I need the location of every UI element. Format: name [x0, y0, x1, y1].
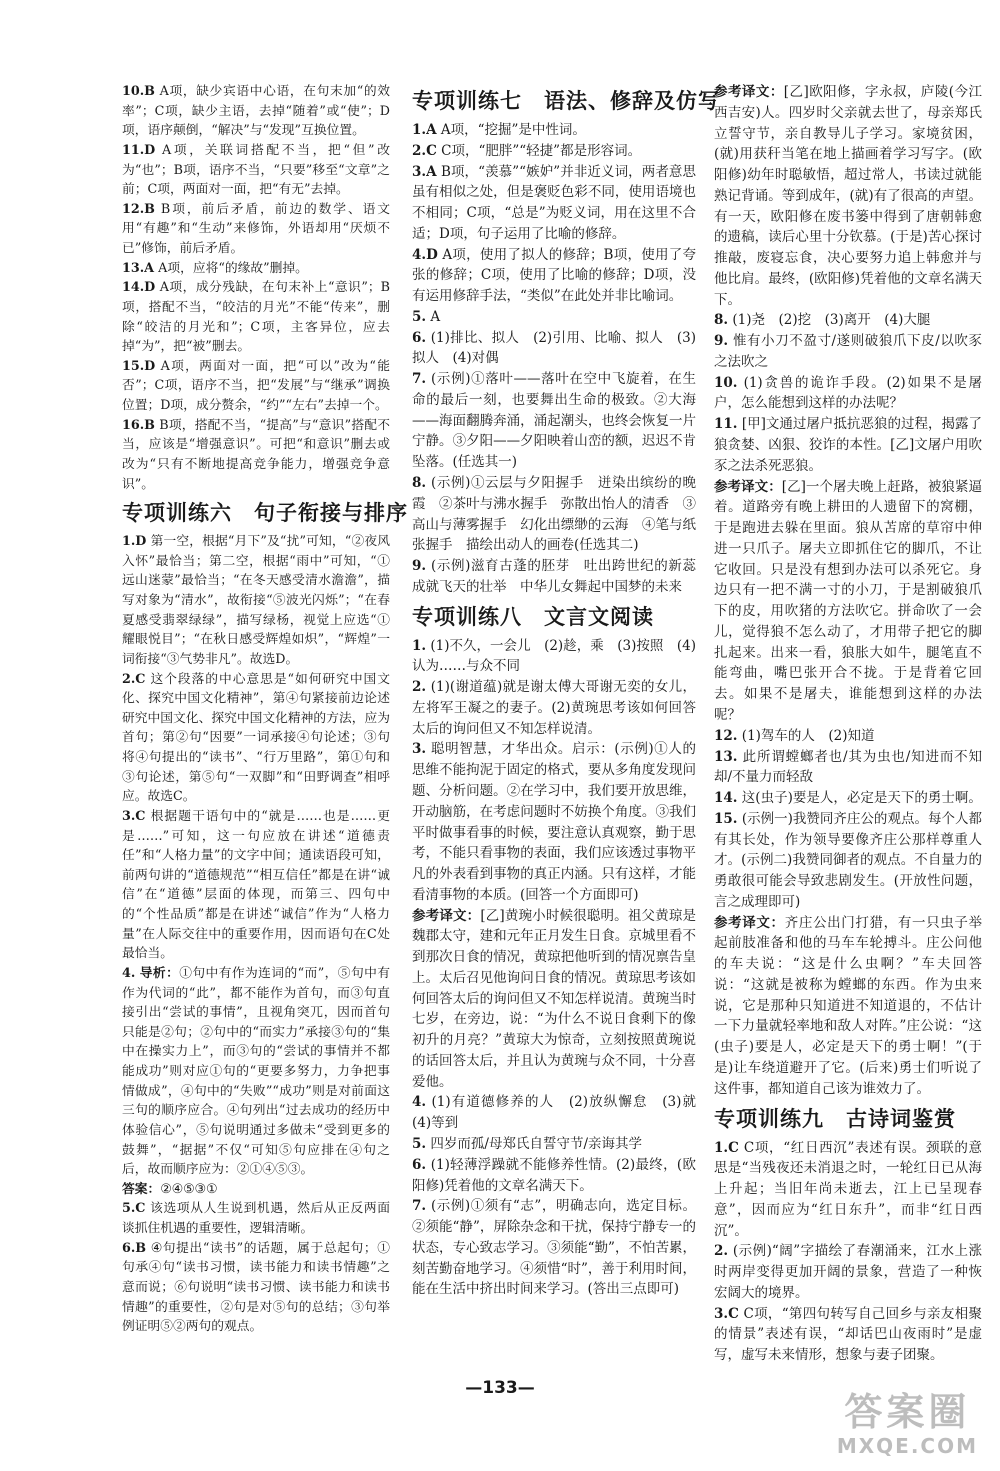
answer-item	[714, 1138, 982, 1242]
answer-item	[714, 373, 982, 415]
answer-item	[714, 310, 982, 331]
answer-number: 1.C	[714, 1139, 739, 1156]
answer-number: 4.	[412, 1094, 427, 1111]
answer-number: 6.	[412, 1156, 427, 1173]
answer-text: 惟有小刀不盈寸/遂则破狼爪下皮/以吹豕之法吹之	[714, 333, 982, 370]
answer-text: B项，前后矛盾，前边的数学、语文用“有趣”和“生动”来修饰，外语却用“厌烦不已”修饰，前后矛盾。	[122, 201, 390, 256]
answer-text: ④句提出“读书”的话题，属于总起句；①句承④句“读书习惯，读书能力和读书情趣”之意而说；⑥句说明“读书习惯、读书能力和读书情趣”的重要性，②句是对⑤句的总结；③句举例证明⑤②两句的观点。	[122, 1240, 390, 1335]
answer-text: (1)有道德修养的人 (2)放纵懈怠 (3)就 (4)等到	[412, 1094, 710, 1132]
answer-number: 5.	[412, 308, 427, 325]
answer-text: ②④⑤③①	[160, 1181, 218, 1197]
answer-text: 四岁而孤/母郑氏自誓守节/亲诲其学	[430, 1135, 642, 1152]
answer-item	[122, 1180, 390, 1200]
answer-item	[714, 747, 982, 789]
answer-text: (1)排比、拟人 (2)引用、比喻、拟人 (3)拟人 (4)对偶	[412, 329, 697, 367]
answer-text: (1)驾车的人 (2)知道	[741, 727, 875, 744]
section-title-9: 专项训练九 古诗词鉴赏	[714, 1106, 956, 1131]
answer-text: 齐庄公出门打猎，有一只虫子举起前肢准备和他的马车车轮搏斗。庄公问他的车夫说：“这是什么虫啊？”车夫回答说：“这就是被称为螳螂的东西。作为虫来说，它是那种只知道进不知道退的，不估计一下力量就轻率地和敌人对阵。”庄公说：“这(虫子)要是人，必定是天下的勇士啊！”(于是)让车绕道避开了它。(后来)勇士们听说了这件事，都知道自己该为谁效力了。	[714, 914, 983, 1097]
answer-item	[412, 1155, 696, 1197]
answer-number: 9.	[412, 558, 427, 575]
answer-text: (1)(谢道蕴)就是谢太傅大哥谢无奕的女儿，左将军王凝之的妻子。(2)黄琬思考该如何回答太后的询问但又不知怎样说清。	[412, 679, 697, 737]
answers-list-part-8-cont	[714, 82, 982, 1100]
answer-text: 该选项从人生说到机遇，然后从正反两面谈抓住机遇的重要性，逻辑清晰。	[122, 1201, 390, 1236]
answer-number: 4.	[122, 965, 136, 981]
answer-number: 12.B	[122, 201, 155, 217]
answer-text: (1)轻薄浮躁就不能修养性情。(2)最终，(欧阳修)凭着他的文章名满天下。	[412, 1156, 697, 1194]
answer-number: 7.	[412, 1198, 427, 1215]
answer-item	[714, 331, 982, 373]
answer-text: (1)尧 (2)挖 (3)离开 (4)大腿	[732, 312, 931, 329]
answer-item	[122, 141, 390, 200]
answer-number: 3.C	[122, 808, 146, 824]
answer-item	[412, 1092, 710, 1134]
answer-item	[714, 477, 982, 726]
answer-text: A项，“挖掘”是中性词。	[440, 122, 586, 138]
answer-text: A项，应将“的缘故”删掉。	[158, 260, 308, 276]
answer-number: 6.	[412, 329, 427, 346]
answer-item	[714, 809, 982, 913]
section-title-6: 专项训练六 句子衔接与排序	[122, 501, 408, 526]
column-middle	[412, 82, 720, 1300]
answer-number: 10.	[714, 374, 738, 391]
answer-item	[714, 1304, 982, 1366]
answer-number: 4.D	[412, 246, 438, 263]
answers-list-part-9	[714, 1138, 982, 1366]
answer-number: 1.	[412, 637, 427, 654]
answer-item	[412, 141, 696, 162]
answer-label: 参考译文：	[714, 478, 782, 495]
answer-text: A项，使用了拟人的修辞；B项，使用了夸张的修辞；C项，使用了比喻的修辞；D项，没有运用修辞手法，“类似”在此处并非比喻词。	[412, 246, 697, 305]
answer-item	[122, 964, 390, 1180]
answer-number: 8.	[714, 312, 729, 329]
answer-item	[412, 245, 696, 307]
answer-item	[412, 906, 696, 1093]
answer-number: 3.C	[714, 1305, 739, 1322]
answer-text: (示例)滋育古蓬的胚芽 吐出跨世纪的新蕊 成就飞天的壮举 中华儿女舞起中国梦的未来	[412, 558, 710, 595]
answer-text: (示例)“阔”字描绘了春潮涌来，江水上涨时两岸变得更加开阔的景象，营造了一种恢宏阔大的境界。	[714, 1243, 982, 1301]
answer-text: 聪明智慧，才华出众。启示：(示例)①人的思维不能拘泥于固定的格式，要从多角度发现问题、分析问题。②在学习中，我们要开放思维，开动脑筋，在考虑问题时不妨换个角度。③我们平时做事看事的时候，要注意认真观察，勤于思考，不能只看事物的表面，我们应该透过事物平凡的外表看到事物的真正内涵。只有这样，才能看清事物的本质。(回答一个方面即可)	[412, 741, 696, 903]
answer-text: (1)贪兽的诡诈手段。(2)如果不是屠户，怎么能想到这样的办法呢？	[714, 374, 982, 412]
answer-text: C项，“第四句转写自己回乡与亲友相聚的情景”表述有误，“却话巴山夜雨时”是虚写，虚写未来情形，想象与妻子团聚。	[714, 1305, 982, 1364]
answer-text: (示例一)我赞同齐庄公的观点。每个人都有其长处，作为领导要像齐庄公那样尊重人才。(示例二)我赞同御者的观点。不自量力的勇敢很可能会导致悲剧发生。(开放性问题，言之成理即可)	[714, 810, 982, 910]
answer-item	[412, 636, 696, 678]
answer-item	[412, 556, 710, 598]
watermark-logo: 答案圈	[844, 1390, 971, 1434]
answers-list-part-7	[412, 120, 710, 598]
answers-list-part-5	[122, 82, 390, 494]
section-title-8: 专项训练八 文言文阅读	[412, 604, 654, 629]
answer-item	[412, 1196, 696, 1300]
answer-text: 这(虫子)要是人，必定是天下的勇士啊。	[741, 790, 982, 807]
answer-label: 参考译文：	[714, 914, 785, 931]
answer-item	[412, 162, 696, 245]
answer-item	[122, 278, 390, 357]
answer-text: A项，关联词搭配不当，把“但”改为“也”；B项，语序不当，“只要”移至“文章”之前；C项，两面对一面，把“有无”去掉。	[122, 142, 390, 198]
answer-number: 2.	[714, 1243, 729, 1260]
answer-item	[714, 414, 982, 476]
answer-text: 此所谓螳螂者也/其为虫也/知进而不知却/不量力而轻敌	[714, 748, 982, 786]
answer-item	[412, 328, 696, 370]
answer-number: 5.	[412, 1135, 427, 1152]
answer-item	[714, 913, 982, 1100]
answer-item	[714, 788, 982, 809]
answer-text: ①句中有作为连词的“而”，⑤句中有作为代词的“此”，都不能作为首句，而③句直接引出“尝试的事情”，且视角突兀，因而首句只能是②句；②句中的“而实力”承接③句的“集中在操实力上”，而③句的“尝试的事情并不都能成功”则对应①句的“更要多努力，力争把事情做成”，④句中的“失败”“成功”则是对前面这三句的顺序应合。④句列出“过去成功的经历中体验信心”，⑤句说明通过多做未“受到更多的鼓舞”，“据据”不仅“可知⑤句应排在④句之后，故而顺序应为：②①④⑤③。	[122, 965, 390, 1178]
answer-item	[122, 200, 390, 259]
answer-number: 15.	[714, 810, 738, 827]
page-number: —133—	[465, 1378, 535, 1398]
answer-item	[122, 82, 390, 141]
answer-label: 参考译文：	[714, 84, 784, 100]
answer-number: 14.	[714, 790, 738, 807]
answer-item	[412, 369, 696, 473]
column-right	[714, 82, 982, 1366]
answer-item	[122, 670, 390, 807]
answer-text: [乙]黄琬小时候很聪明。祖父黄琼是魏郡太守，建和元年正月发生日食。京城里看不到那次日食的情况，黄琼把他听到的情况禀告皇上。太后召见他询问日食的情况。黄琼思考该如何回答太后的询问但又不知怎样说清。黄琬当时七岁，在旁边，说：“为什么不说日食剩下的像初升的月亮？”黄琼大为惊奇，立刻按照黄琬说的话回答太后，并且认为黄琬与众不同，十分喜爱他。	[412, 907, 696, 1090]
answer-number: 2.C	[412, 142, 437, 159]
answer-item	[412, 1134, 696, 1155]
answers-list-part-6	[122, 532, 390, 1337]
column-left	[122, 82, 408, 1337]
answer-number: 9.	[714, 333, 729, 350]
answer-number: 8.	[412, 475, 427, 492]
answer-label: 导析：	[139, 965, 180, 981]
answer-number: 3.	[412, 741, 427, 758]
answers-list-part-8	[412, 636, 710, 1301]
answer-number: 3.A	[412, 163, 437, 180]
answer-number: 15.D	[122, 358, 156, 374]
answer-number: 13.	[714, 748, 738, 765]
answer-item	[714, 726, 982, 747]
answer-number: 16.B	[122, 417, 155, 433]
answer-text: A项，缺少宾语中心语，在句末加“的效率”；C项，缺少主语，去掉“随着”或“使”；D项，语序颠倒，“解决”与“发现”互换位置。	[122, 84, 390, 139]
answer-number: 5.C	[122, 1201, 146, 1217]
answer-item	[122, 1239, 390, 1337]
answer-item	[412, 739, 696, 905]
answer-text: B项，“羡慕”“嫉妒”并非近义词，两者意思虽有相似之处，但是褒贬色彩不同，使用语境也不相同；C项，“总是”为贬义词，用在这里不合适；D项，句子运用了比喻的修辞。	[412, 163, 696, 242]
answer-text: A项，成分残缺，在句末补上“意识”；B项，搭配不当，“皎洁的月光”不能“传来”，删除“皎洁的月光和”；C项，主客异位，应去掉“为”，把“被”删去。	[122, 280, 390, 355]
answer-text: [乙]一个屠夫晚上赶路，被狼紧逼着。道路旁有晚上耕田的人遗留下的窝棚，于是跑进去躲在里面。狼从苫席的草帘中伸进一只爪子。屠夫立即抓住它的脚爪，不让它收回。只是没有想到办法可以杀死它。身边只有一把不满一寸的小刀，于是割破狼爪下的皮，用吹猪的方法吹它。拼命吹了一会儿，觉得狼不怎么动了，才用带子把它的脚扎起来。出来一看，狼胀大如牛，腿笔直不能弯曲，嘴巴张开合不拢。于是背着它回去。如果不是屠夫，谁能想到这样的办法呢？	[714, 478, 982, 723]
answer-item	[122, 357, 390, 416]
answer-text: 根据题干语句中的“就是……也是……更是……”可知，这一句应放在讲述“道德责任”和“人格力量”的文字中间；通读语段可知，前两句讲的“道德规范”“相互信任”都是在讲“诚信”在“道德”层面的体现，而第三、四句中的“个性品质”都是在讲述“诚信”作为“人格力量”在人际交往中的重要作用，因而语句在C处最恰当。	[122, 808, 390, 962]
answer-item	[122, 532, 390, 669]
answer-item	[412, 307, 696, 328]
answer-text: C项，“肥胖”“轻捷”都是形容词。	[441, 142, 642, 159]
answer-number: 13.A	[122, 260, 155, 276]
answer-item	[122, 416, 390, 495]
answer-item	[122, 1199, 390, 1238]
answer-number: 2.C	[122, 671, 146, 687]
answer-number: 11.D	[122, 142, 156, 158]
answer-text: A	[430, 308, 441, 325]
answer-text: 第一空，根据“月下”及“扰”可知，“②夜风入怀”最恰当；第二空，根据“雨中”可知，“①远山迷蒙”最恰当；“在冬天感受清水澹澹”，描写对象为“清水”，故衔接“⑤波光闪烁”；“在春夏感受翡翠绿绿”，描写绿杨，视觉上应选“①耀眼悦目”；“在秋日感受辉煌如炽”，“辉煌”一词衔接“③气势非凡”。故选D。	[122, 534, 390, 667]
answer-item	[412, 473, 696, 556]
answer-number: 14.D	[122, 280, 156, 296]
answer-text: [甲]文通过屠户抵抗恶狼的过程，揭露了狼贪婪、凶狠、狡诈的本性。[乙]文屠户用吹豕之法杀死恶狼。	[714, 416, 982, 474]
answer-text: B项，搭配不当，“提高”与“意识”搭配不当，应该是“增强意识”。可把“和意识”删去或改为“只有不断地提高竞争能力，增强竞争意识”。	[122, 417, 390, 492]
answer-number: 1.A	[412, 122, 437, 138]
answer-label: 参考译文：	[412, 907, 481, 924]
answer-number: 12.	[714, 727, 738, 744]
answer-number: 11.	[714, 416, 738, 433]
answer-item	[412, 120, 696, 141]
answer-text: C项，“红日西沉”表述有误。颈联的意思是“当残夜还未消退之时，一轮红日已从海上升起；当旧年尚未逝去，江上已呈现春意”，因而应为“红日东升”，而非“红日西沉”。	[714, 1139, 983, 1239]
answer-number: 2.	[412, 679, 427, 696]
answer-label: 答案：	[122, 1181, 161, 1197]
answer-text: (示例)①云层与夕阳握手 迸染出缤纷的晚霞 ②茶叶与沸水握手 弥散出怡人的清香 ③高山与薄雾握手 幻化出缥缈的云海 ④笔与纸张握手 描绘出动人的画卷(任选其二)	[412, 475, 696, 554]
answer-text: A项，两面对一面，把“可以”改为“能否”；C项，语序不当，把“发展”与“继承”调换位置；D项，成分赘余，“约”“左右”去掉一个。	[122, 358, 390, 413]
watermark-url: MXQE.COM	[836, 1434, 978, 1458]
answer-item	[122, 259, 390, 279]
answer-text: 这个段落的中心意思是“如何研究中国文化、探究中国文化精神”，第④句紧接前边论述研究中国文化、探究中国文化精神的方法，应为首句；第②句“因要”一词承接④句论述；③句将④句提出的“读书”、“行万里路”，第①句和③句论述，第⑤句“一双脚”和“田野调查”相呼应。故选C。	[122, 671, 390, 805]
answer-text: (1)不久，一会儿 (2)趁，乘 (3)按照 (4)认为……与众不同	[412, 637, 697, 675]
answer-text: (示例)①落叶——落叶在空中飞旋着，在生命的最后一刻，也要舞出生命的极致。②大海——海面翻腾奔涌，涌起潮头，也终会恢复一片宁静。③夕阳——夕阳映着山峦的额，迟迟不肯坠落。(任选其一)	[412, 371, 696, 471]
answer-text: (示例)①须有“志”，明确志向，选定目标。②须能“静”，屏除杂念和干扰，保持宁静专一的状态，专心致志学习。③须能“勤”，不怕苦累，刻苦勤奋地学习。④须惜“时”，善于利用时间，能在生活中挤出时间来学习。(答出三点即可)	[412, 1198, 696, 1298]
section-title-7: 专项训练七 语法、修辞及仿写	[412, 89, 720, 113]
watermark	[837, 1390, 978, 1458]
answer-item	[412, 677, 696, 739]
answer-item	[714, 1241, 982, 1303]
answer-number: 6.B	[122, 1240, 147, 1256]
answer-number: 10.B	[122, 84, 155, 99]
answer-number: 7.	[412, 371, 427, 388]
answer-text: [乙]欧阳修，字永叔，庐陵(今江西吉安)人。四岁时父亲就去世了，母亲郑氏立誓守节，亲自教导儿子学习。家境贫困，(就)用获秆当笔在地上描画着学习写字。(欧阳修)幼年时聪敏悟，超过常人，书读过就能熟记背诵。等到成年，(就)有了很高的声望。有一天，欧阳修在废书篓中得到了唐朝韩愈的遗稿，读后心里十分钦慕。(于是)苦心探讨推敲，废寝忘食，决心要努力追上韩愈并与他比肩。最终，(欧阳修)凭着他的文章名满天下。	[714, 84, 982, 308]
answer-item	[714, 82, 982, 310]
answer-item	[122, 807, 390, 964]
answer-number: 1.D	[122, 534, 147, 550]
